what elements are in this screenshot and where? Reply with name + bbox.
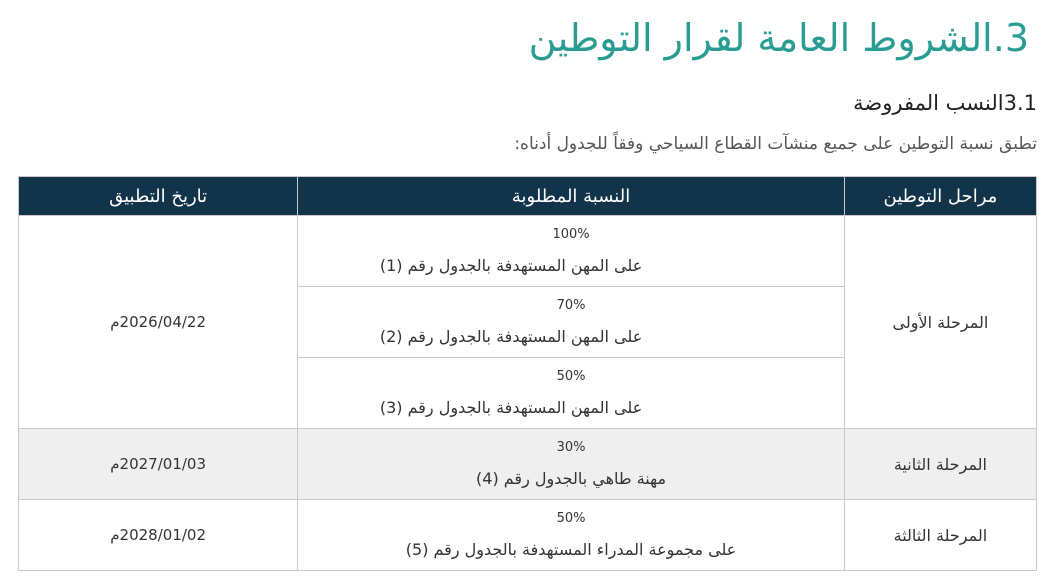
table-header-row bbox=[19, 177, 1037, 216]
ratio-percent: 100% bbox=[552, 227, 590, 242]
ratio-description: على المهن المستهدفة بالجدول رقم (2) bbox=[379, 327, 643, 346]
ratio-cell bbox=[298, 429, 845, 500]
table-row bbox=[19, 216, 1037, 287]
ratio-percent: 50% bbox=[556, 369, 586, 384]
date-cell: 2028/01/02م bbox=[19, 500, 298, 571]
ratio-percent: 50% bbox=[556, 511, 586, 526]
stage-cell: المرحلة الأولى bbox=[844, 216, 1036, 429]
stage-cell: المرحلة الثانية bbox=[844, 429, 1036, 500]
ratio-description: على مجموعة المدراء المستهدفة بالجدول رقم (5) bbox=[405, 540, 737, 559]
ratio-cell bbox=[298, 287, 845, 358]
header-stage: مراحل التوطين bbox=[844, 177, 1036, 216]
ratio-description: على المهن المستهدفة بالجدول رقم (1) bbox=[379, 256, 643, 275]
ratio-cell bbox=[298, 216, 845, 287]
date-cell: 2027/01/03م bbox=[19, 429, 298, 500]
table-row bbox=[19, 429, 1037, 500]
header-date: تاريخ التطبيق bbox=[19, 177, 298, 216]
page-title: 3.الشروط العامة لقرار التوطين bbox=[528, 16, 1029, 60]
section-subtitle: 3.1النسب المفروضة bbox=[853, 91, 1037, 115]
ratio-cell bbox=[298, 358, 845, 429]
ratio-percent: 70% bbox=[556, 298, 586, 313]
ratio-cell bbox=[298, 500, 845, 571]
date-cell: 2026/04/22م bbox=[19, 216, 298, 429]
intro-text: تطبق نسبة التوطين على جميع منشآت القطاع السياحي وفقاً للجدول أدناه: bbox=[514, 134, 1037, 154]
stage-cell: المرحلة الثالثة bbox=[844, 500, 1036, 571]
ratio-description: على المهن المستهدفة بالجدول رقم (3) bbox=[379, 398, 643, 417]
ratio-description: مهنة طاهي بالجدول رقم (4) bbox=[476, 469, 667, 488]
header-ratio: النسبة المطلوبة bbox=[298, 177, 845, 216]
table-row bbox=[19, 500, 1037, 571]
localization-table bbox=[18, 176, 1037, 571]
ratio-percent: 30% bbox=[556, 440, 586, 455]
